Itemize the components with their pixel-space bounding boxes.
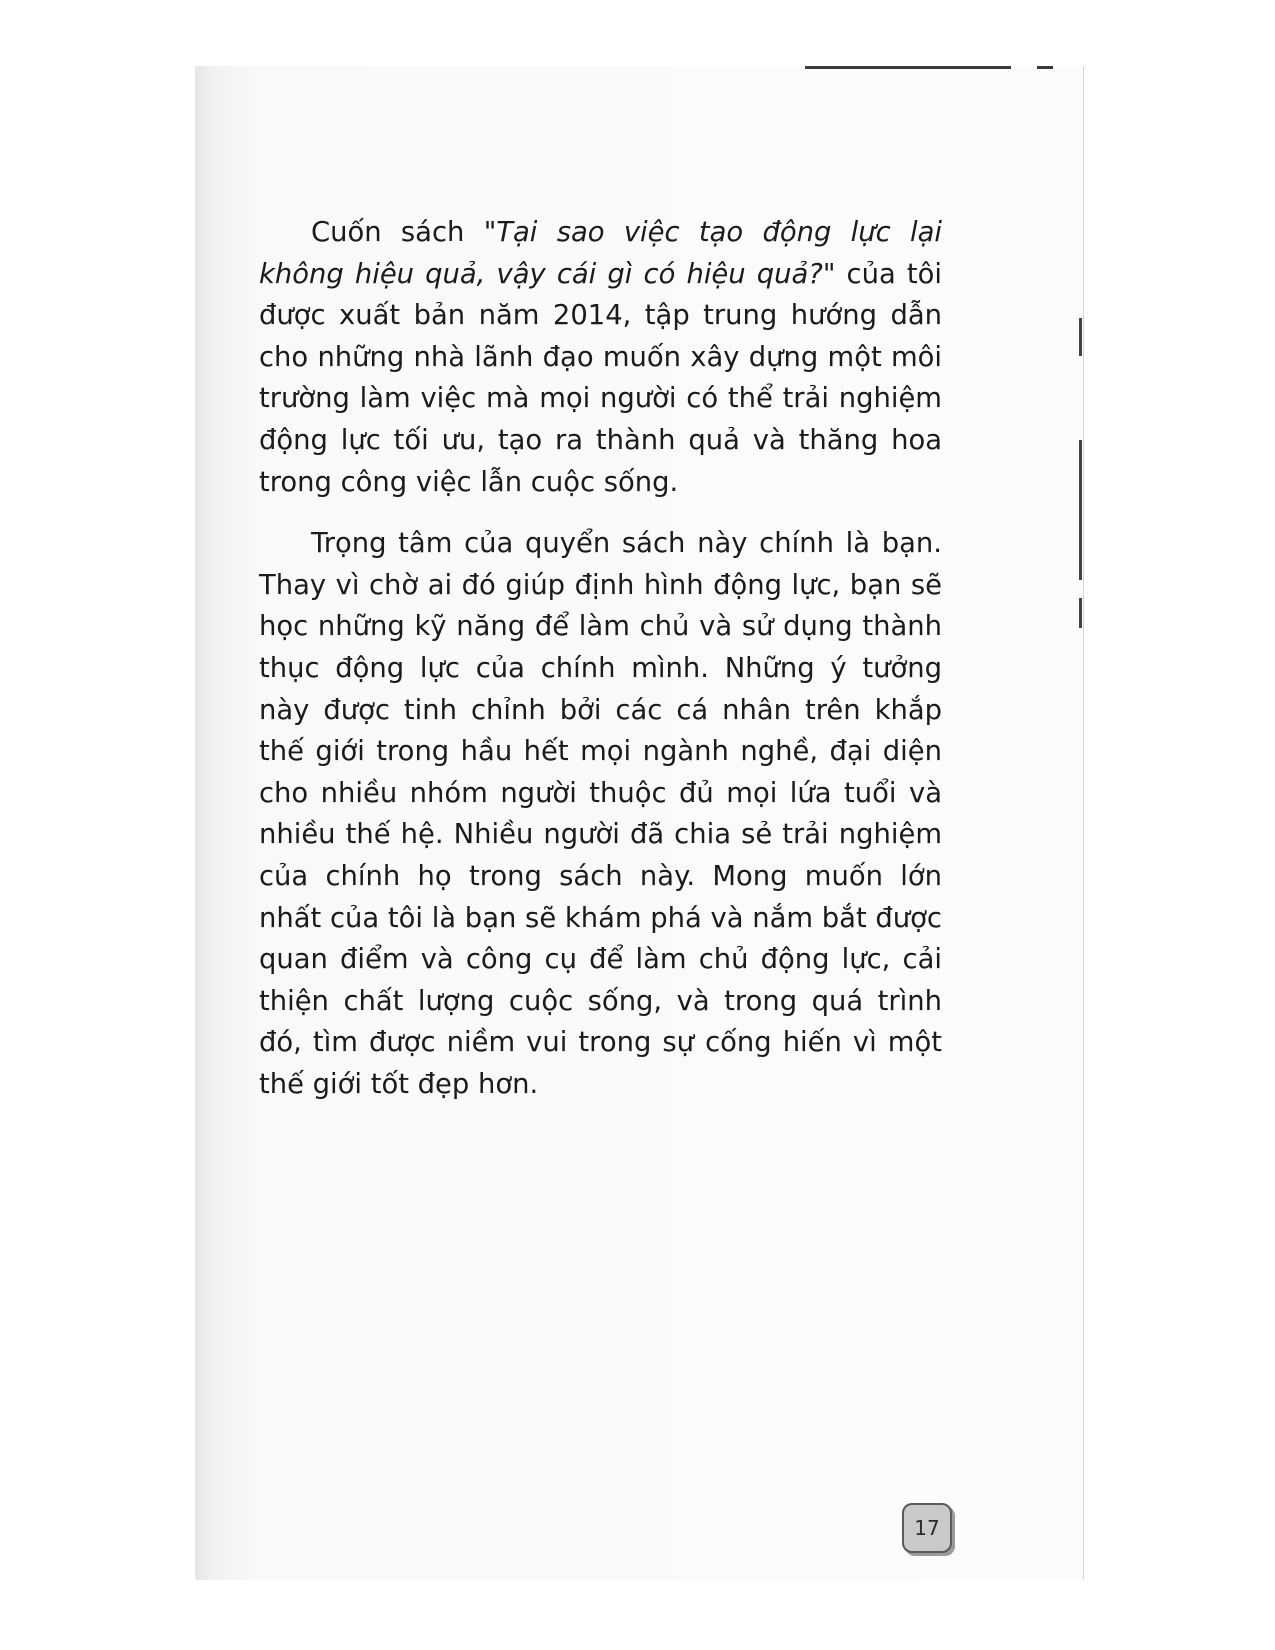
book-title-quote: "Tại sao việc tạo động lực lại không hiệu quả, vậy cái gì có hiệu quả?"	[259, 217, 942, 290]
page-edge-mark	[1079, 598, 1082, 628]
page-edge-mark	[1079, 440, 1082, 580]
page-number-badge: 17	[902, 1503, 952, 1553]
paragraph-1-trail: của tôi được xuất bản năm 2014, tập trung hướng dẫn cho những nhà lãnh đạo muốn xây dựng một môi trường làm việc mà mọi người có thể trải nghiệm động lực tối ưu, tạo ra thành quả và thăng hoa trong công việc lẫn cuộc sống.	[259, 258, 942, 498]
body-text	[259, 212, 942, 1125]
paragraph-1	[259, 212, 942, 503]
top-rule-end	[1037, 66, 1053, 69]
page-edge-mark	[1079, 318, 1082, 356]
top-rule	[805, 66, 1011, 69]
paragraph-1-lead: Cuốn sách	[311, 217, 484, 248]
paragraph-2: Trọng tâm của quyển sách này chính là bạn. Thay vì chờ ai đó giúp định hình động lực, bạn sẽ học những kỹ năng để làm chủ và sử dụng thành thục động lực của chính mình. Những ý tưởng này được tinh chỉnh bởi các cá nhân trên khắp thế giới trong hầu hết mọi ngành nghề, đại diện cho nhiều nhóm người thuộc đủ mọi lứa tuổi và nhiều thế hệ. Nhiều người đã chia sẻ trải nghiệm của chính họ trong sách này. Mong muốn lớn nhất của tôi là bạn sẽ khám phá và nắm bắt được quan điểm và công cụ để làm chủ động lực, cải thiện chất lượng cuộc sống, và trong quá trình đó, tìm được niềm vui trong sự cống hiến vì một thế giới tốt đẹp hơn.	[259, 528, 942, 1100]
